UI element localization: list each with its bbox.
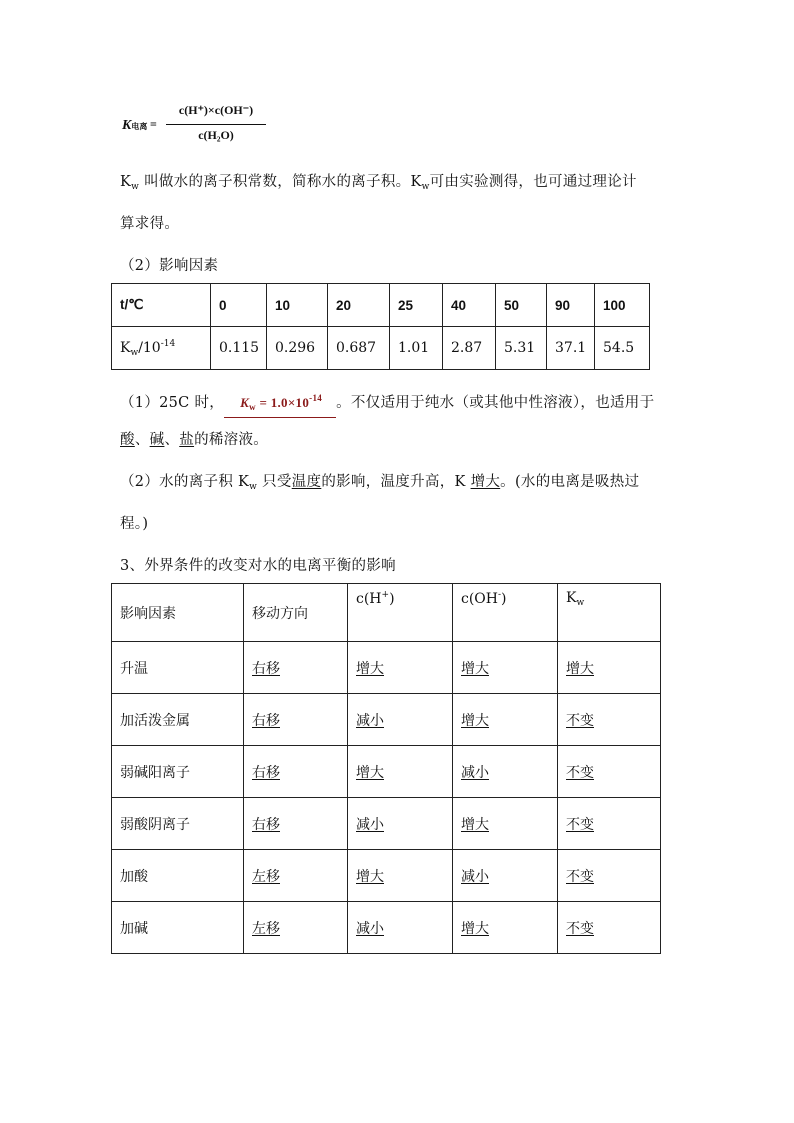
effect-cell xyxy=(348,902,453,954)
table-row xyxy=(112,798,661,850)
note1-line1: （1）25C 时， $K_w = 1.0\times 10^{-14}$ 。不仅适用于纯水（或其他中性溶液），也适用于 xyxy=(120,388,654,418)
header-cell: 40 xyxy=(443,284,496,327)
ionization-constant-formula xyxy=(122,103,272,149)
factor-label: 加活泼金属 xyxy=(120,712,190,729)
factor-cell xyxy=(112,850,244,902)
effect-cell xyxy=(558,642,661,694)
effect-value: 减小 xyxy=(356,920,384,937)
header-cell: 影响因素 xyxy=(112,584,244,642)
effect-cell xyxy=(244,694,348,746)
effect-value: 增大 xyxy=(461,816,489,833)
table-row xyxy=(112,746,661,798)
factor-cell xyxy=(112,798,244,850)
formula-denominator: c(H₂O) xyxy=(198,128,234,142)
value-cell: 5.31 xyxy=(496,327,547,370)
effect-cell xyxy=(348,746,453,798)
effect-value: 右移 xyxy=(252,712,280,729)
value-cell: 2.87 xyxy=(443,327,496,370)
factor-label: 加酸 xyxy=(120,868,148,885)
effect-cell xyxy=(348,850,453,902)
effect-cell xyxy=(558,902,661,954)
effect-value: 左移 xyxy=(252,920,280,937)
effect-value: 右移 xyxy=(252,764,280,781)
effect-cell xyxy=(244,746,348,798)
note1-line2: 酸、碱、盐的稀溶液。 xyxy=(120,432,269,448)
header-cell: 移动方向 xyxy=(244,584,348,642)
effect-value: 增大 xyxy=(461,712,489,729)
effect-value: 增大 xyxy=(356,868,384,885)
effect-value: 右移 xyxy=(252,816,280,833)
header-cell: c(OH-) xyxy=(453,584,558,642)
value-cell: 54.5 xyxy=(595,327,650,370)
effect-cell xyxy=(453,850,558,902)
effect-value: 增大 xyxy=(461,660,489,677)
effect-cell xyxy=(453,694,558,746)
effect-value: 左移 xyxy=(252,868,280,885)
effect-value: 减小 xyxy=(461,764,489,781)
effect-value: 增大 xyxy=(356,660,384,677)
equilibrium-effects-table xyxy=(111,583,661,954)
effect-cell xyxy=(558,694,661,746)
header-cell: 10 xyxy=(267,284,328,327)
kw-definition-line2: 算求得。 xyxy=(120,216,180,232)
effect-value: 减小 xyxy=(356,712,384,729)
factor-label: 加碱 xyxy=(120,920,148,937)
effect-cell xyxy=(348,798,453,850)
section-external-conditions-title: 3、外界条件的改变对水的电离平衡的影响 xyxy=(120,558,396,574)
effect-cell xyxy=(348,642,453,694)
effect-cell xyxy=(558,746,661,798)
effect-cell xyxy=(558,798,661,850)
effect-cell xyxy=(453,642,558,694)
value-cell: 0.296 xyxy=(267,327,328,370)
kw-value-answer: $K_w = 1.0\times 10^{-14}$ xyxy=(224,388,336,418)
value-cell: 37.1 xyxy=(547,327,595,370)
kw-temperature-table xyxy=(111,283,650,370)
effect-cell xyxy=(244,798,348,850)
header-cell: 25 xyxy=(390,284,443,327)
header-cell: 50 xyxy=(496,284,547,327)
factor-label: 弱碱阳离子 xyxy=(120,764,190,781)
effect-value: 减小 xyxy=(461,868,489,885)
header-cell: 100 xyxy=(595,284,650,327)
table-row xyxy=(112,642,661,694)
effect-cell xyxy=(348,694,453,746)
header-cell: c(H+) xyxy=(348,584,453,642)
table-header-row xyxy=(112,584,661,642)
table-row xyxy=(112,327,650,370)
formula-equals: = xyxy=(150,117,157,131)
table-header-row xyxy=(112,284,650,327)
factor-cell xyxy=(112,746,244,798)
note2-line2: 程。) xyxy=(120,516,149,532)
fraction-bar xyxy=(166,124,266,125)
value-cell: 0.687 xyxy=(328,327,390,370)
table-row xyxy=(112,850,661,902)
header-cell: $K_w$ xyxy=(558,584,661,642)
value-cell: 0.115 xyxy=(211,327,267,370)
effect-cell xyxy=(453,798,558,850)
effect-cell xyxy=(244,902,348,954)
note2-line1: （2）水的离子积 $K_w$ 只受温度的影响，温度升高，K 增大。(水的电离是吸热过 xyxy=(120,474,640,492)
effect-value: 增大 xyxy=(461,920,489,937)
effect-cell xyxy=(558,850,661,902)
header-cell: t/℃ xyxy=(112,284,211,327)
header-cell: 20 xyxy=(328,284,390,327)
effect-value: 不变 xyxy=(566,712,594,729)
formula-lhs: K电离 xyxy=(122,118,148,133)
formula-numerator: c(H⁺)×c(OH⁻) xyxy=(178,103,254,117)
effect-cell xyxy=(244,642,348,694)
effect-cell xyxy=(244,850,348,902)
table-row xyxy=(112,694,661,746)
table-row xyxy=(112,902,661,954)
factor-cell xyxy=(112,642,244,694)
effect-cell xyxy=(453,746,558,798)
factor-cell xyxy=(112,902,244,954)
table-body xyxy=(112,642,661,954)
kw-definition-line1: $K_w$ 叫做水的离子积常数，简称水的离子积。$K_w$可由实验测得，也可通过理论计 xyxy=(120,174,637,192)
effect-value: 增大 xyxy=(566,660,594,677)
header-cell: 0 xyxy=(211,284,267,327)
effect-value: 不变 xyxy=(566,764,594,781)
header-cell: 90 xyxy=(547,284,595,327)
effect-cell xyxy=(453,902,558,954)
factor-cell xyxy=(112,694,244,746)
effect-value: 右移 xyxy=(252,660,280,677)
row-label-cell: $K_w/10^{-14}$ xyxy=(112,327,211,370)
effect-value: 不变 xyxy=(566,816,594,833)
value-cell: 1.01 xyxy=(390,327,443,370)
effect-value: 不变 xyxy=(566,920,594,937)
factor-label: 升温 xyxy=(120,660,148,677)
effect-value: 增大 xyxy=(356,764,384,781)
section-influence-title: （2）影响因素 xyxy=(120,258,219,274)
effect-value: 不变 xyxy=(566,868,594,885)
effect-value: 减小 xyxy=(356,816,384,833)
factor-label: 弱酸阴离子 xyxy=(120,816,190,833)
